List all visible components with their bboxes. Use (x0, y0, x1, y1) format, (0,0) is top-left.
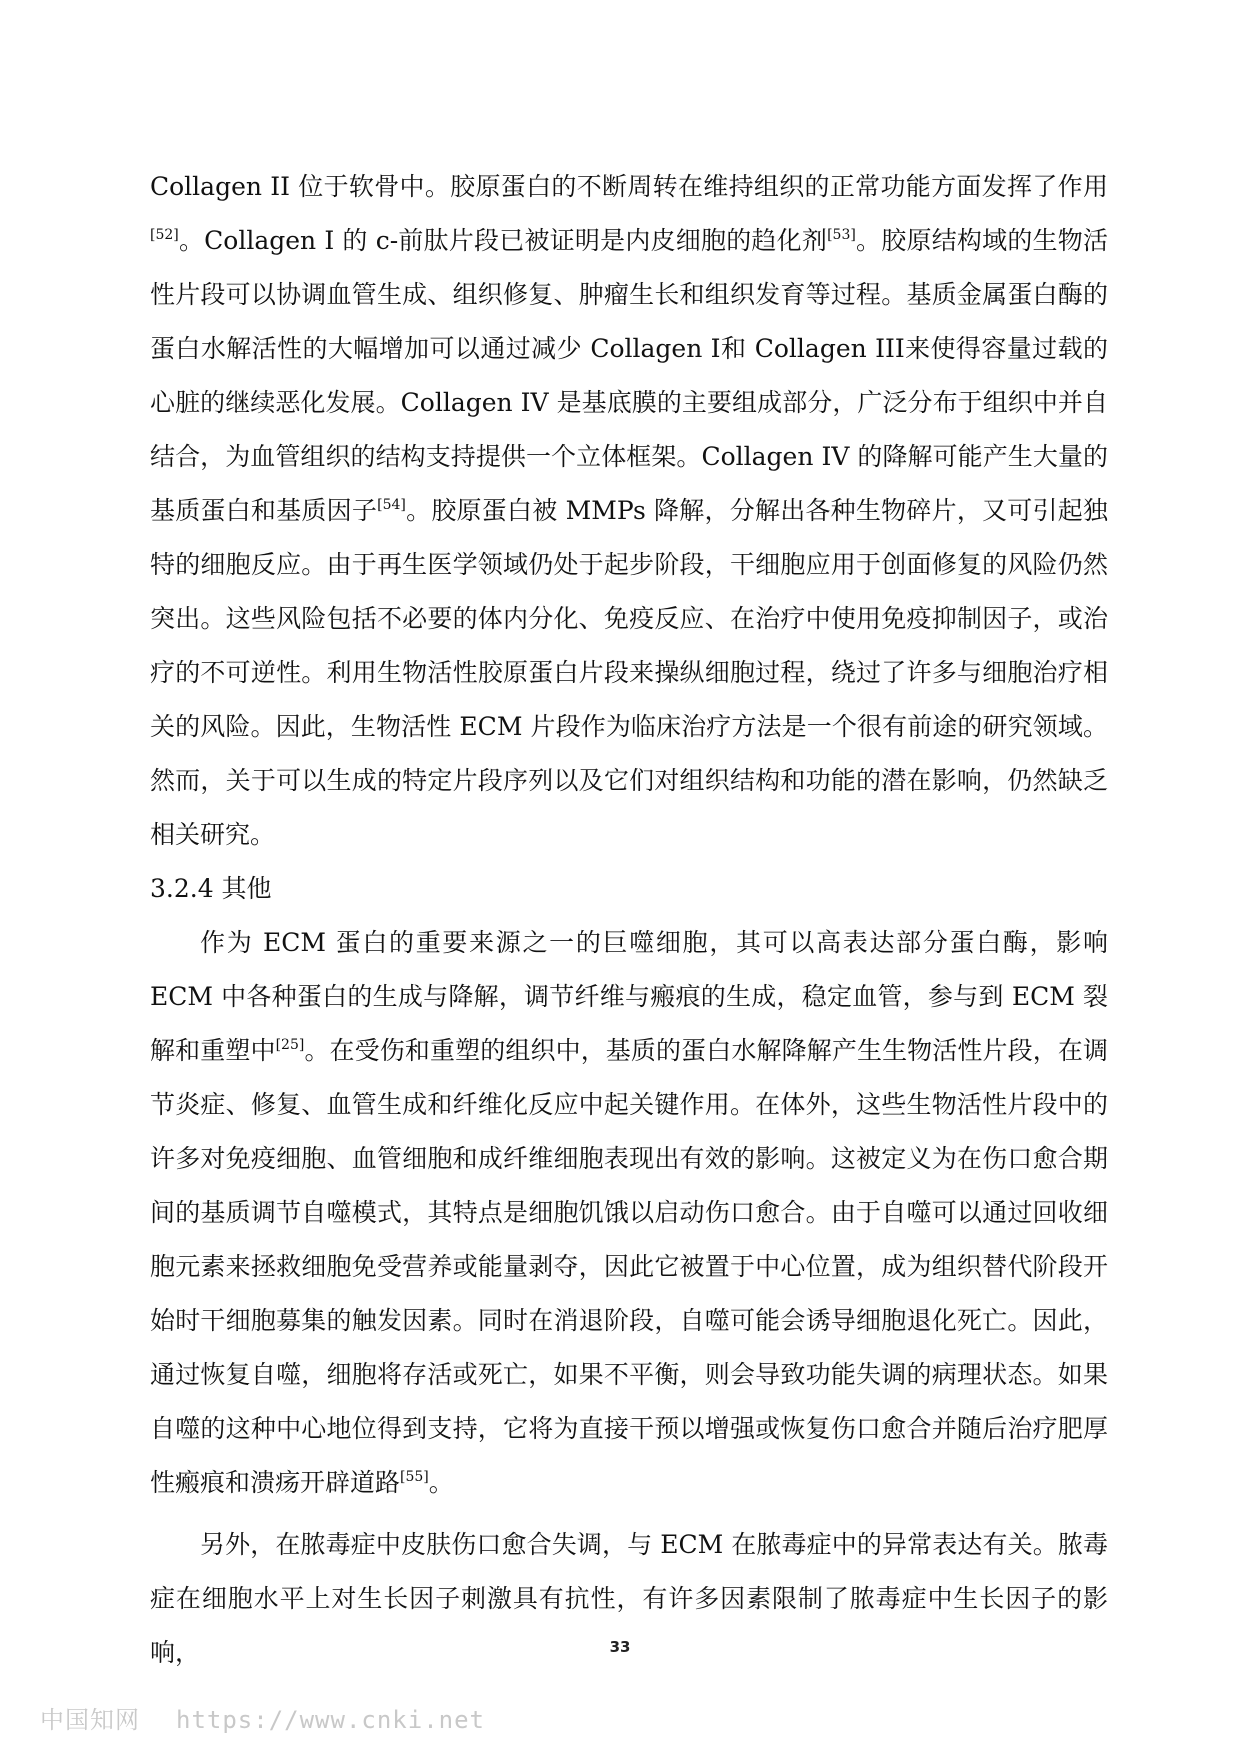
text-run: 。胶原蛋白被 MMPs 降解，分解出各种生物碎片，又可引起独特的细胞反应。由于再生医学领域仍处于起步阶段，干细胞应用于创面修复的风险仍然突出。这些风险包括不必要的体内分化、免疫反应、在治疗中使用免疫抑制因子，或治疗的不可逆性。利用生物活性胶原蛋白片段来操纵细胞过程，绕过了许多与细胞治疗相关的风险。因此，生物活性 ECM 片段作为临床治疗方法是一个很有前途的研究领域。然而，关于可以生成的特定片段序列以及它们对组织结构和功能的潜在影响，仍然缺乏相关研究。 (150, 496, 1108, 849)
page-number: 33 (609, 1638, 631, 1656)
body-paragraph-macrophage (150, 916, 1108, 1510)
body-paragraph-collagen (150, 160, 1108, 862)
citation-ref: [52] (150, 227, 179, 243)
section-heading: 3.2.4 其他 (150, 874, 272, 903)
watermark-brand: 中国知网 (40, 1706, 140, 1734)
citation-ref: [54] (377, 497, 406, 513)
text-run: 作为 ECM 蛋白的重要来源之一的巨噬细胞，其可以高表达部分蛋白酶，影响 ECM 中各种蛋白的生成与降解，调节纤维与瘢痕的生成，稳定血管，参与到 ECM 裂解和重塑中 (150, 928, 1108, 1065)
text-run: 。胶原结构域的生物活性片段可以协调血管生成、组织修复、肿瘤生长和组织发育等过程。基质金属蛋白酶的蛋白水解活性的大幅增加可以通过减少 Collagen I和 Collagen III来使得容量过载的心脏的继续恶化发展。Collagen IV 是基底膜的主要组成部分，广泛分布于组织中并自结合，为血管组织的结构支持提供一个立体框架。Collagen IV 的降解可能产生大量的基质蛋白和基质因子 (150, 226, 1108, 525)
text-run: 。在受伤和重塑的组织中，基质的蛋白水解降解产生生物活性片段，在调节炎症、修复、血管生成和纤维化反应中起关键作用。在体外，这些生物活性片段中的许多对免疫细胞、血管细胞和成纤维细胞表现出有效的影响。这被定义为在伤口愈合期间的基质调节自噬模式，其特点是细胞饥饿以启动伤口愈合。由于自噬可以通过回收细胞元素来拯救细胞免受营养或能量剥夺，因此它被置于中心位置，成为组织替代阶段开始时干细胞募集的触发因素。同时在消退阶段，自噬可能会诱导细胞退化死亡。因此，通过恢复自噬，细胞将存活或死亡，如果不平衡，则会导致功能失调的病理状态。如果自噬的这种中心地位得到支持，它将为直接干预以增强或恢复伤口愈合并随后治疗肥厚性瘢痕和溃疡开辟道路 (150, 1036, 1108, 1497)
page-content (150, 160, 1108, 1680)
text-run: 另外，在脓毒症中皮肤伤口愈合失调，与 ECM 在脓毒症中的异常表达有关。脓毒症在细胞水平上对生长因子刺激具有抗性，有许多因素限制了脓毒症中生长因子的影响， (150, 1530, 1108, 1667)
text-run: 。Collagen I 的 c-前肽片段已被证明是内皮细胞的趋化剂 (178, 226, 828, 255)
text-run: 。 (428, 1468, 454, 1497)
citation-ref: [55] (400, 1469, 429, 1485)
cnki-watermark (40, 1700, 485, 1735)
text-run: Collagen II 位于软骨中。胶原蛋白的不断周转在维持组织的正常功能方面发挥了作用 (150, 172, 1108, 201)
citation-ref: [25] (275, 1037, 305, 1053)
watermark-url: https://www.cnki.net (176, 1706, 485, 1734)
citation-ref: [53] (827, 227, 856, 243)
